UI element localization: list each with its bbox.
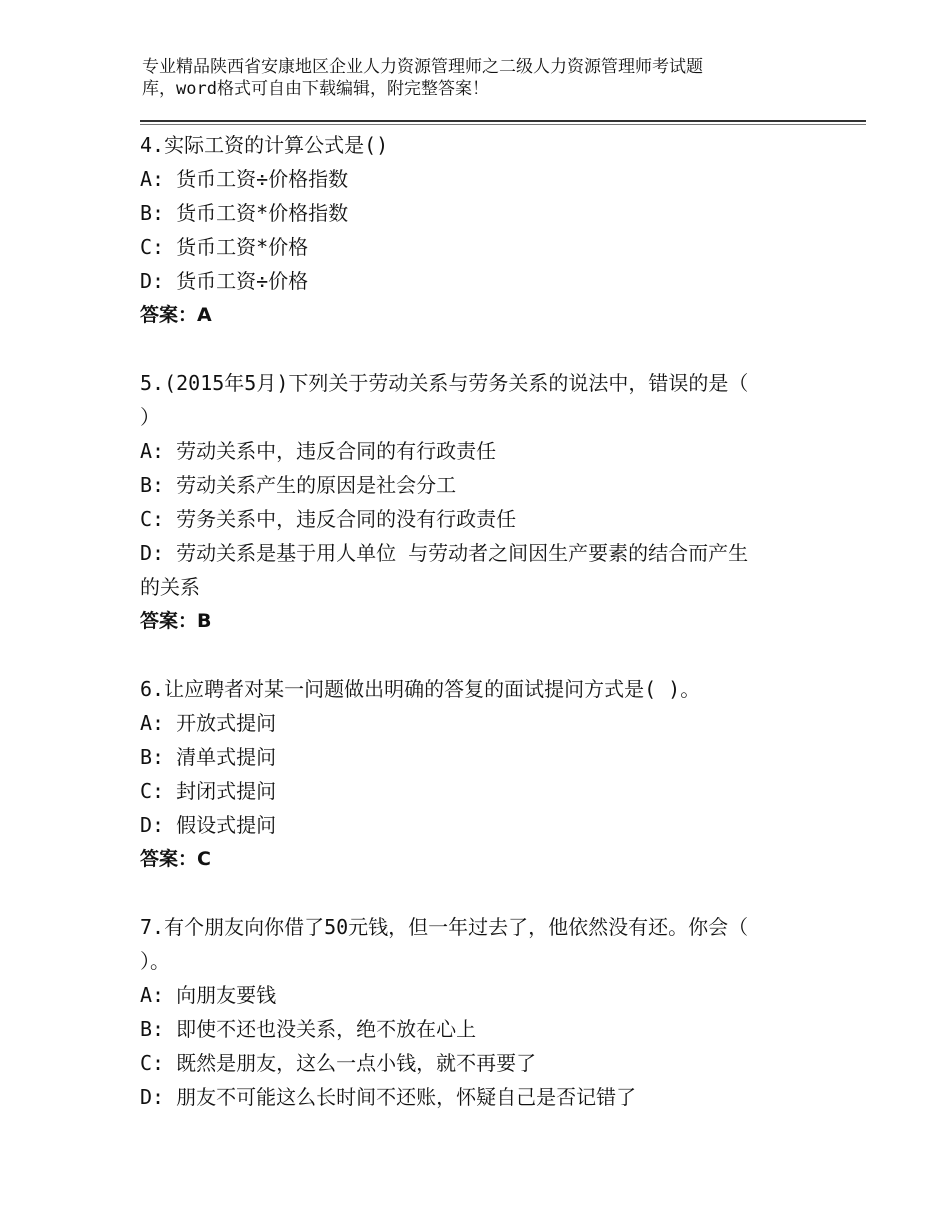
question-list — [140, 128, 820, 1114]
option-b: B: 清单式提问 — [140, 745, 277, 769]
option-c: C: 封闭式提问 — [140, 779, 277, 803]
option-c: C: 既然是朋友，这么一点小钱，就不再要了 — [140, 1051, 537, 1075]
question-text-continued: ）。 — [140, 949, 170, 973]
option-b: B: 劳动关系产生的原因是社会分工 — [140, 473, 457, 497]
option-d: D: 朋友不可能这么长时间不还账，怀疑自己是否记错了 — [140, 1085, 637, 1109]
option-a: A: 向朋友要钱 — [140, 983, 277, 1007]
option-b: B: 即使不还也没关系，绝不放在心上 — [140, 1017, 477, 1041]
option-d: D: 假设式提问 — [140, 813, 277, 837]
question-5 — [140, 366, 820, 638]
question-7 — [140, 910, 820, 1114]
answer-label: 答案：B — [140, 610, 212, 632]
header-line-1: 专业精品陕西省安康地区企业人力资源管理师之二级人力资源管理师考试题 — [142, 57, 703, 77]
document-header — [142, 56, 842, 100]
question-text: 7.有个朋友向你借了50元钱，但一年过去了，他依然没有还。你会（ — [140, 915, 749, 939]
option-b: B: 货币工资*价格指数 — [140, 201, 349, 225]
option-c: C: 货币工资*价格 — [140, 235, 309, 259]
question-6 — [140, 672, 820, 876]
question-text: 4.实际工资的计算公式是() — [140, 133, 389, 157]
option-d: D: 货币工资÷价格 — [140, 269, 309, 293]
answer-label: 答案：C — [140, 848, 211, 870]
option-a: A: 货币工资÷价格指数 — [140, 167, 349, 191]
option-c: C: 劳务关系中，违反合同的没有行政责任 — [140, 507, 517, 531]
question-text-continued: ） — [140, 405, 160, 429]
header-rule-thick — [140, 120, 866, 122]
option-a: A: 劳动关系中，违反合同的有行政责任 — [140, 439, 497, 463]
question-text: 6.让应聘者对某一问题做出明确的答复的面试提问方式是( )。 — [140, 677, 701, 701]
option-d: D: 劳动关系是基于用人单位 与劳动者之间因生产要素的结合而产生 — [140, 541, 749, 565]
question-4 — [140, 128, 820, 332]
answer-label: 答案：A — [140, 304, 212, 326]
option-d-continued: 的关系 — [140, 575, 200, 599]
header-line-2: 库，word格式可自由下载编辑，附完整答案！ — [142, 79, 489, 99]
option-a: A: 开放式提问 — [140, 711, 277, 735]
question-text: 5.(2015年5月)下列关于劳动关系与劳务关系的说法中，错误的是（ — [140, 371, 749, 395]
header-rule-thin — [140, 124, 866, 125]
